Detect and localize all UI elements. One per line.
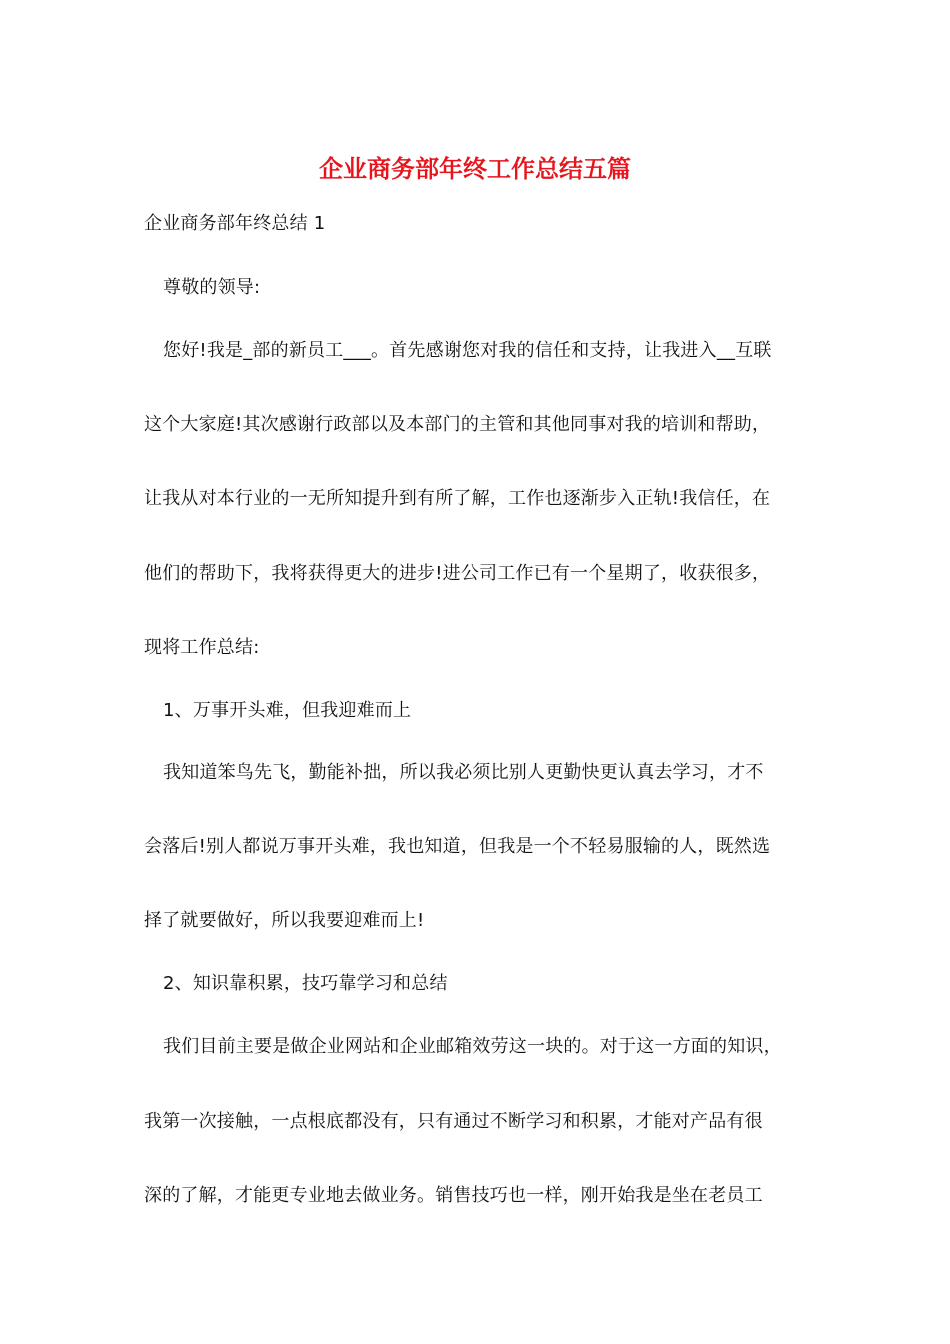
paragraph-line: 这个大家庭!其次感谢行政部以及本部门的主管和其他同事对我的培训和帮助，	[144, 414, 771, 435]
salutation: 尊敬的领导:	[163, 277, 261, 298]
paragraph-line: 他们的帮助下，我将获得更大的进步!进公司工作已有一个星期了，收获很多，	[144, 563, 771, 584]
paragraph-line: 会落后!别人都说万事开头难，我也知道，但我是一个不轻易服输的人，既然选	[144, 836, 771, 857]
paragraph-line: 择了就要做好，所以我要迎难而上!	[144, 910, 425, 931]
paragraph-line: 您好!我是_部的新员工___。首先感谢您对我的信任和支持，让我进入__互联	[163, 340, 772, 361]
paragraph-line: 我知道笨鸟先飞，勤能补拙，所以我必须比别人更勤快更认真去学习，才不	[163, 762, 764, 783]
paragraph-line: 我们目前主要是做企业网站和企业邮箱效劳这一块的。对于这一方面的知识，	[163, 1036, 782, 1057]
paragraph-line: 让我从对本行业的一无所知提升到有所了解，工作也逐渐步入正轨!我信任，在	[144, 488, 771, 509]
section-heading: 企业商务部年终总结 1	[144, 213, 326, 234]
numbered-heading: 2、知识靠积累，技巧靠学习和总结	[163, 973, 448, 994]
paragraph-line: 深的了解，才能更专业地去做业务。销售技巧也一样，刚开始我是坐在老员工	[144, 1185, 763, 1206]
document-title: 企业商务部年终工作总结五篇	[319, 154, 631, 183]
paragraph-line: 现将工作总结:	[144, 637, 260, 658]
paragraph-line: 我第一次接触，一点根底都没有，只有通过不断学习和积累，才能对产品有很	[144, 1111, 763, 1132]
numbered-heading: 1、万事开头难，但我迎难而上	[163, 700, 412, 721]
